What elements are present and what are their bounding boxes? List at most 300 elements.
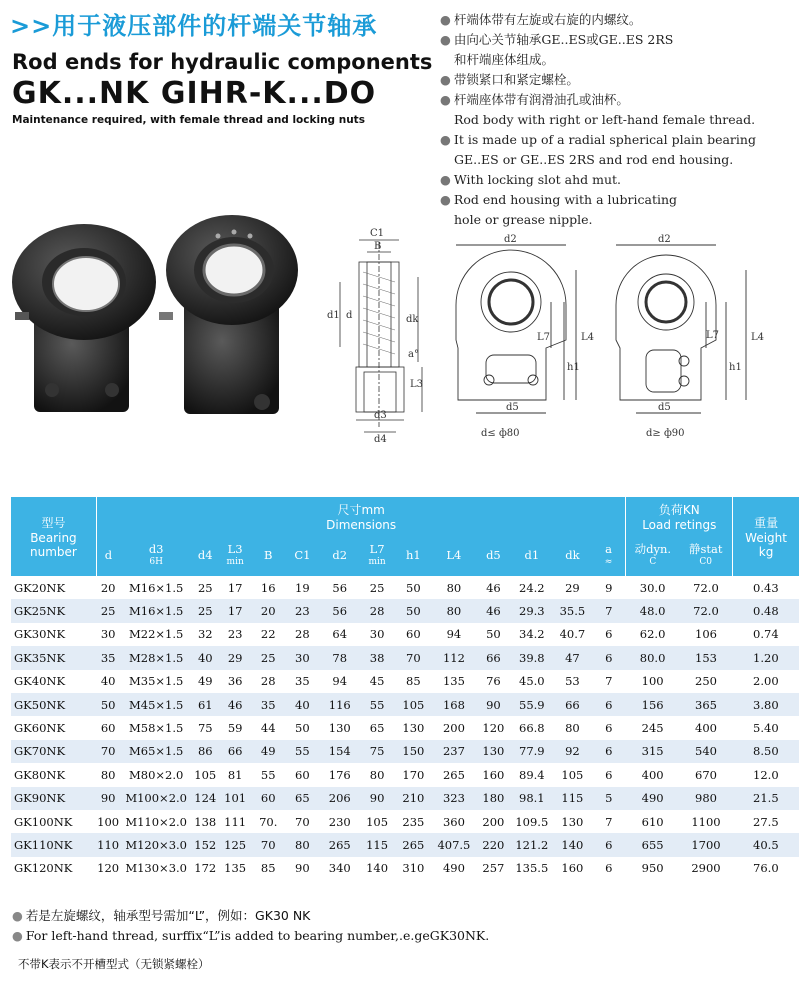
feature-item: hole or grease nipple. <box>454 212 593 227</box>
value-cell: 0.43 <box>753 580 779 595</box>
value-cell: 75 <box>197 721 213 736</box>
model-cell: GK90NK <box>11 787 96 810</box>
value-cell: 135.5 <box>515 861 549 876</box>
value-cell: 19 <box>295 580 310 595</box>
value-cell: 94 <box>446 627 462 642</box>
value-cell: M28×1.5 <box>120 646 193 669</box>
value-cell: 78 <box>321 646 359 669</box>
value-cell: 110 <box>96 833 119 856</box>
value-cell: 35 <box>96 646 119 669</box>
value-cell: 140 <box>553 833 591 856</box>
value-cell: 35 <box>295 674 310 689</box>
value-cell: 56 <box>332 580 348 595</box>
value-cell: 100 <box>97 814 120 829</box>
value-cell: 47 <box>553 646 591 669</box>
value-cell: 106 <box>695 627 717 642</box>
value-cell: 48.0 <box>626 599 679 622</box>
value-cell: 60 <box>252 787 284 810</box>
column-header: a ≈ <box>592 535 626 576</box>
value-cell: 59 <box>227 721 243 736</box>
value-cell: 135 <box>224 861 247 876</box>
value-cell: 86 <box>192 740 218 763</box>
value-cell: 112 <box>432 646 477 669</box>
value-cell: 130 <box>561 814 584 829</box>
value-cell: 265 <box>442 767 465 782</box>
label-c1: C1 <box>370 228 385 239</box>
value-cell: 230 <box>328 814 351 829</box>
value-cell: 105 <box>395 693 431 716</box>
value-cell: 490 <box>626 787 679 810</box>
value-cell: 94 <box>332 674 348 689</box>
value-cell: 160 <box>482 767 505 782</box>
value-cell: 9 <box>605 580 613 595</box>
value-cell: 30.0 <box>639 580 666 595</box>
value-cell: 66 <box>553 693 591 716</box>
value-cell: 80 <box>369 767 385 782</box>
column-header: d1 <box>510 535 553 576</box>
value-cell: 70 <box>295 814 310 829</box>
label-l3: L3 <box>410 379 424 390</box>
bullet-icon: ● <box>440 172 451 187</box>
caption-small: d≤ ф80 <box>481 428 520 439</box>
value-cell: 55 <box>284 740 320 763</box>
value-cell: 170 <box>402 767 425 782</box>
value-cell: 980 <box>679 787 732 810</box>
value-cell: 36 <box>227 674 243 689</box>
column-header: C1 <box>284 535 320 576</box>
value-cell: 22 <box>260 627 276 642</box>
footer-note-cn: ● 若是左旋螺纹，轴承型号需加“L”，例如：GK30 NK <box>12 908 311 923</box>
value-cell: 90 <box>295 861 310 876</box>
value-cell: 55 <box>260 767 276 782</box>
side-section-drawing <box>318 222 434 447</box>
value-cell: M110×2.0 <box>125 814 187 829</box>
table-row <box>11 810 799 833</box>
value-cell: 12.0 <box>753 767 779 782</box>
value-cell: 0.48 <box>733 599 799 622</box>
value-cell: 80 <box>565 721 580 736</box>
value-cell: 80 <box>446 580 462 595</box>
value-cell: 105 <box>194 767 217 782</box>
table-row <box>11 787 799 810</box>
value-cell: M65×1.5 <box>120 740 193 763</box>
value-cell: 407.5 <box>432 833 477 856</box>
feature-item: ● Rod end housing with a lubricating <box>440 192 678 207</box>
page-title-en: Rod ends for hydraulic components <box>12 50 433 74</box>
column-header: d4 <box>192 535 218 576</box>
value-cell: 245 <box>641 721 664 736</box>
caption-large: d≥ ф90 <box>646 428 685 439</box>
value-cell: 50 <box>486 627 501 642</box>
page-title-cn: >>用于液压部件的杆端关节轴承 <box>10 12 378 40</box>
value-cell: 72.0 <box>693 580 719 595</box>
value-cell: 29 <box>218 646 252 669</box>
value-cell: 44 <box>260 721 276 736</box>
column-header: L4 <box>432 535 477 576</box>
value-cell: 45 <box>369 674 385 689</box>
value-cell: 115 <box>359 833 395 856</box>
value-cell: 150 <box>395 740 431 763</box>
value-cell: 85 <box>260 861 276 876</box>
bullet-icon: ● <box>440 32 451 47</box>
value-cell: 25 <box>197 580 213 595</box>
label-b: B <box>374 241 382 252</box>
page-subtitle: Maintenance required, with female thread and locking nuts <box>12 114 365 126</box>
value-cell: 30 <box>100 627 116 642</box>
value-cell: 130 <box>328 721 351 736</box>
label-d5-small: d5 <box>506 402 519 413</box>
value-cell: 109.5 <box>515 814 549 829</box>
value-cell: 116 <box>321 693 359 716</box>
table-row <box>11 576 799 599</box>
value-cell: 20 <box>252 599 284 622</box>
value-cell: M80×2.0 <box>128 767 184 782</box>
value-cell: 49 <box>252 740 284 763</box>
model-cell: GK120NK <box>14 861 73 876</box>
model-cell: GK25NK <box>11 599 96 622</box>
column-header: d5 <box>476 535 510 576</box>
value-cell: 40 <box>100 674 116 689</box>
label-l7-small: L7 <box>537 332 551 343</box>
value-cell: 140 <box>366 861 389 876</box>
value-cell: 257 <box>482 861 505 876</box>
column-header: d3 6H <box>120 535 193 576</box>
value-cell: 90 <box>476 693 510 716</box>
label-d: d <box>346 310 353 321</box>
value-cell: 55.9 <box>510 693 553 716</box>
value-cell: 46 <box>218 693 252 716</box>
value-cell: 25 <box>252 646 284 669</box>
table-row <box>11 623 799 646</box>
footer-note-en: ● For left-hand thread, surffix“L”is added to bearing number,.e.geGK30NK. <box>12 928 490 943</box>
value-cell: 365 <box>679 693 732 716</box>
value-cell: M22×1.5 <box>128 627 184 642</box>
value-cell: M58×1.5 <box>128 721 184 736</box>
value-cell: 180 <box>476 787 510 810</box>
value-cell: 235 <box>402 814 425 829</box>
model-cell: GK20NK <box>14 580 66 595</box>
value-cell: 172 <box>194 861 217 876</box>
feature-item: GE..ES or GE..ES 2RS and rod end housing. <box>454 152 734 167</box>
value-cell: 27.5 <box>753 814 779 829</box>
value-cell: 72.0 <box>679 599 732 622</box>
value-cell: 2900 <box>691 861 721 876</box>
dimensions-table <box>11 497 799 880</box>
value-cell: 23 <box>284 599 320 622</box>
value-cell: 130 <box>402 721 425 736</box>
value-cell: 64 <box>332 627 348 642</box>
value-cell: 66.8 <box>519 721 545 736</box>
feature-item: Rod body with right or left-hand female thread. <box>454 112 756 127</box>
value-cell: 76.0 <box>753 861 779 876</box>
value-cell: 6 <box>592 740 626 763</box>
value-cell: 120 <box>97 861 120 876</box>
feature-item: ● With locking slot ahd mut. <box>440 172 622 187</box>
label-l4-large: L4 <box>751 332 765 343</box>
value-cell: 111 <box>224 814 247 829</box>
value-cell: 153 <box>679 646 732 669</box>
value-cell: 28 <box>359 599 395 622</box>
value-cell: 62.0 <box>639 627 666 642</box>
value-cell: 950 <box>641 861 664 876</box>
model-cell: GK30NK <box>14 627 66 642</box>
value-cell: 540 <box>679 740 732 763</box>
feature-item: ● It is made up of a radial spherical plain bearing <box>440 132 756 147</box>
value-cell: 32 <box>197 627 213 642</box>
value-cell: 29.3 <box>510 599 553 622</box>
value-cell: 120 <box>482 721 505 736</box>
value-cell: 80 <box>432 599 477 622</box>
value-cell: 61 <box>192 693 218 716</box>
value-cell: 40.7 <box>559 627 586 642</box>
value-cell: 45.0 <box>519 674 545 689</box>
value-cell: 6 <box>592 693 626 716</box>
value-cell: 29 <box>565 580 580 595</box>
value-cell: 66 <box>218 740 252 763</box>
value-cell: 5.40 <box>753 721 779 736</box>
column-header: dk <box>553 535 591 576</box>
header-dimensions: 尺寸mm Dimensions <box>96 497 626 535</box>
value-cell: M100×2.0 <box>120 787 193 810</box>
label-d1: d1 <box>327 310 340 321</box>
value-cell: 70. <box>259 814 278 829</box>
label-h1-small: h1 <box>567 362 580 373</box>
value-cell: 20 <box>100 580 116 595</box>
value-cell: 360 <box>442 814 465 829</box>
value-cell: 340 <box>328 861 351 876</box>
column-header: 动dyn. C <box>626 535 679 576</box>
model-cell: GK80NK <box>14 767 66 782</box>
value-cell: M35×1.5 <box>128 674 184 689</box>
value-cell: 46 <box>486 580 501 595</box>
value-cell: 90 <box>96 787 119 810</box>
value-cell: 40 <box>192 646 218 669</box>
value-cell: 490 <box>442 861 465 876</box>
model-cell: GK110NK <box>11 833 96 856</box>
value-cell: 49 <box>197 674 213 689</box>
value-cell: 7 <box>605 814 613 829</box>
feature-item: ● 带锁紧口和紧定螺栓。 <box>440 72 579 87</box>
table-row <box>11 599 799 622</box>
value-cell: 154 <box>321 740 359 763</box>
label-d2-small: d2 <box>504 234 517 245</box>
column-header: h1 <box>395 535 431 576</box>
value-cell: 34.2 <box>519 627 545 642</box>
label-l7-large: L7 <box>706 330 720 341</box>
value-cell: 50 <box>295 721 310 736</box>
value-cell: 101 <box>218 787 252 810</box>
value-cell: 24.2 <box>519 580 545 595</box>
header-weight: 重量 Weight kg <box>733 497 799 576</box>
value-cell: 25 <box>96 599 119 622</box>
table-row <box>11 693 799 716</box>
value-cell: M16×1.5 <box>120 599 193 622</box>
value-cell: 400 <box>695 721 717 736</box>
value-cell: M130×3.0 <box>125 861 187 876</box>
value-cell: 210 <box>395 787 431 810</box>
header-model: 型号 Bearing number <box>11 497 96 576</box>
value-cell: 6 <box>592 646 626 669</box>
column-header: L7 min <box>359 535 395 576</box>
value-cell: 5 <box>592 787 626 810</box>
value-cell: 50 <box>96 693 119 716</box>
value-cell: 50 <box>395 599 431 622</box>
value-cell: 35 <box>252 693 284 716</box>
value-cell: 3.80 <box>733 693 799 716</box>
label-l4-small: L4 <box>581 332 595 343</box>
label-d4: d4 <box>374 434 387 445</box>
value-cell: 53 <box>565 674 580 689</box>
value-cell: 6 <box>605 767 613 782</box>
value-cell: 315 <box>626 740 679 763</box>
value-cell: 130 <box>476 740 510 763</box>
value-cell: 152 <box>192 833 218 856</box>
value-cell: 6 <box>605 721 613 736</box>
value-cell: 25 <box>192 599 218 622</box>
value-cell: 124 <box>192 787 218 810</box>
column-header: d <box>96 535 119 576</box>
value-cell: 6 <box>605 861 613 876</box>
value-cell: 70 <box>96 740 119 763</box>
value-cell: 65 <box>369 721 385 736</box>
bullet-icon: ● <box>440 192 451 207</box>
value-cell: 39.8 <box>510 646 553 669</box>
bullet-icon: ● <box>440 92 451 107</box>
footer-note-nolock: 不带K表示不开槽型式（无锁紧螺栓） <box>18 957 210 971</box>
value-cell: 65 <box>284 787 320 810</box>
value-cell: 168 <box>432 693 477 716</box>
value-cell: 6 <box>592 833 626 856</box>
front-view-drawing-small <box>436 230 606 445</box>
value-cell: M45×1.5 <box>120 693 193 716</box>
table-row <box>11 857 799 880</box>
value-cell: 21.5 <box>733 787 799 810</box>
value-cell: 17 <box>227 580 243 595</box>
value-cell: 89.4 <box>519 767 545 782</box>
bullet-icon: ● <box>440 12 451 27</box>
value-cell: 115 <box>553 787 591 810</box>
column-header: 静stat C0 <box>679 535 732 576</box>
model-cell: GK50NK <box>11 693 96 716</box>
value-cell: 200 <box>442 721 465 736</box>
label-h1-large: h1 <box>729 362 742 373</box>
bullet-icon: ● <box>440 132 451 147</box>
label-a: a° <box>408 349 419 360</box>
value-cell: 138 <box>194 814 217 829</box>
column-header: L3 min <box>218 535 252 576</box>
value-cell: 98.1 <box>510 787 553 810</box>
value-cell: 40.5 <box>733 833 799 856</box>
model-cell: GK70NK <box>11 740 96 763</box>
value-cell: 105 <box>366 814 389 829</box>
table-row <box>11 833 799 856</box>
value-cell: 1.20 <box>733 646 799 669</box>
value-cell: 610 <box>641 814 664 829</box>
value-cell: 670 <box>695 767 717 782</box>
label-d2-large: d2 <box>658 234 671 245</box>
value-cell: 2.00 <box>753 674 779 689</box>
value-cell: 28 <box>260 674 276 689</box>
feature-item: ● 杆端体带有左旋或右旋的内螺纹。 <box>440 12 642 27</box>
value-cell: 90 <box>359 787 395 810</box>
column-header: B <box>252 535 284 576</box>
value-cell: 46 <box>476 599 510 622</box>
value-cell: 66 <box>476 646 510 669</box>
model-cell: GK35NK <box>11 646 96 669</box>
value-cell: 50 <box>406 580 421 595</box>
value-cell: 81 <box>227 767 243 782</box>
value-cell: 176 <box>328 767 351 782</box>
value-cell: 23 <box>227 627 243 642</box>
value-cell: 125 <box>218 833 252 856</box>
value-cell: 250 <box>695 674 717 689</box>
value-cell: 85 <box>406 674 421 689</box>
value-cell: 17 <box>218 599 252 622</box>
value-cell: 7 <box>605 674 613 689</box>
header-load: 负荷KN Load retings <box>626 497 733 535</box>
value-cell: 70 <box>252 833 284 856</box>
value-cell: 105 <box>561 767 584 782</box>
value-cell: 92 <box>553 740 591 763</box>
value-cell: 200 <box>482 814 505 829</box>
value-cell: 220 <box>476 833 510 856</box>
value-cell: 38 <box>359 646 395 669</box>
value-cell: 7 <box>592 599 626 622</box>
value-cell: 28 <box>295 627 310 642</box>
table-row <box>11 670 799 693</box>
value-cell: 8.50 <box>733 740 799 763</box>
feature-item: ● 杆端座体带有润滑油孔或油杯。 <box>440 92 629 107</box>
value-cell: 160 <box>561 861 584 876</box>
value-cell: 310 <box>402 861 425 876</box>
value-cell: 60 <box>295 767 310 782</box>
feature-item: 和杆端座体组成。 <box>454 52 555 67</box>
value-cell: 135 <box>442 674 465 689</box>
column-header: d2 <box>321 535 359 576</box>
value-cell: 80 <box>284 833 320 856</box>
feature-item: ● 由向心关节轴承GE..ES或GE..ES 2RS <box>440 32 674 47</box>
value-cell: M120×3.0 <box>120 833 193 856</box>
value-cell: 75 <box>359 740 395 763</box>
value-cell: 655 <box>626 833 679 856</box>
value-cell: 80 <box>100 767 116 782</box>
value-cell: 30 <box>284 646 320 669</box>
model-cell: GK60NK <box>14 721 66 736</box>
value-cell: 55 <box>359 693 395 716</box>
value-cell: 265 <box>321 833 359 856</box>
model-series-title: GK...NK GIHR-K...DO <box>12 76 377 111</box>
bullet-icon: ● <box>440 72 451 87</box>
value-cell: 1100 <box>691 814 721 829</box>
value-cell: 1700 <box>679 833 732 856</box>
table-row <box>11 716 799 739</box>
value-cell: 237 <box>432 740 477 763</box>
value-cell: 56 <box>321 599 359 622</box>
value-cell: 6 <box>605 627 613 642</box>
value-cell: 60 <box>406 627 421 642</box>
value-cell: 323 <box>432 787 477 810</box>
label-dk: dk <box>406 314 419 325</box>
value-cell: 30 <box>369 627 385 642</box>
value-cell: 60 <box>100 721 116 736</box>
value-cell: M16×1.5 <box>128 580 184 595</box>
table-row <box>11 740 799 763</box>
product-photo <box>12 212 312 422</box>
value-cell: 400 <box>641 767 664 782</box>
value-cell: 25 <box>369 580 385 595</box>
value-cell: 80.0 <box>626 646 679 669</box>
label-d3: d3 <box>374 410 387 421</box>
